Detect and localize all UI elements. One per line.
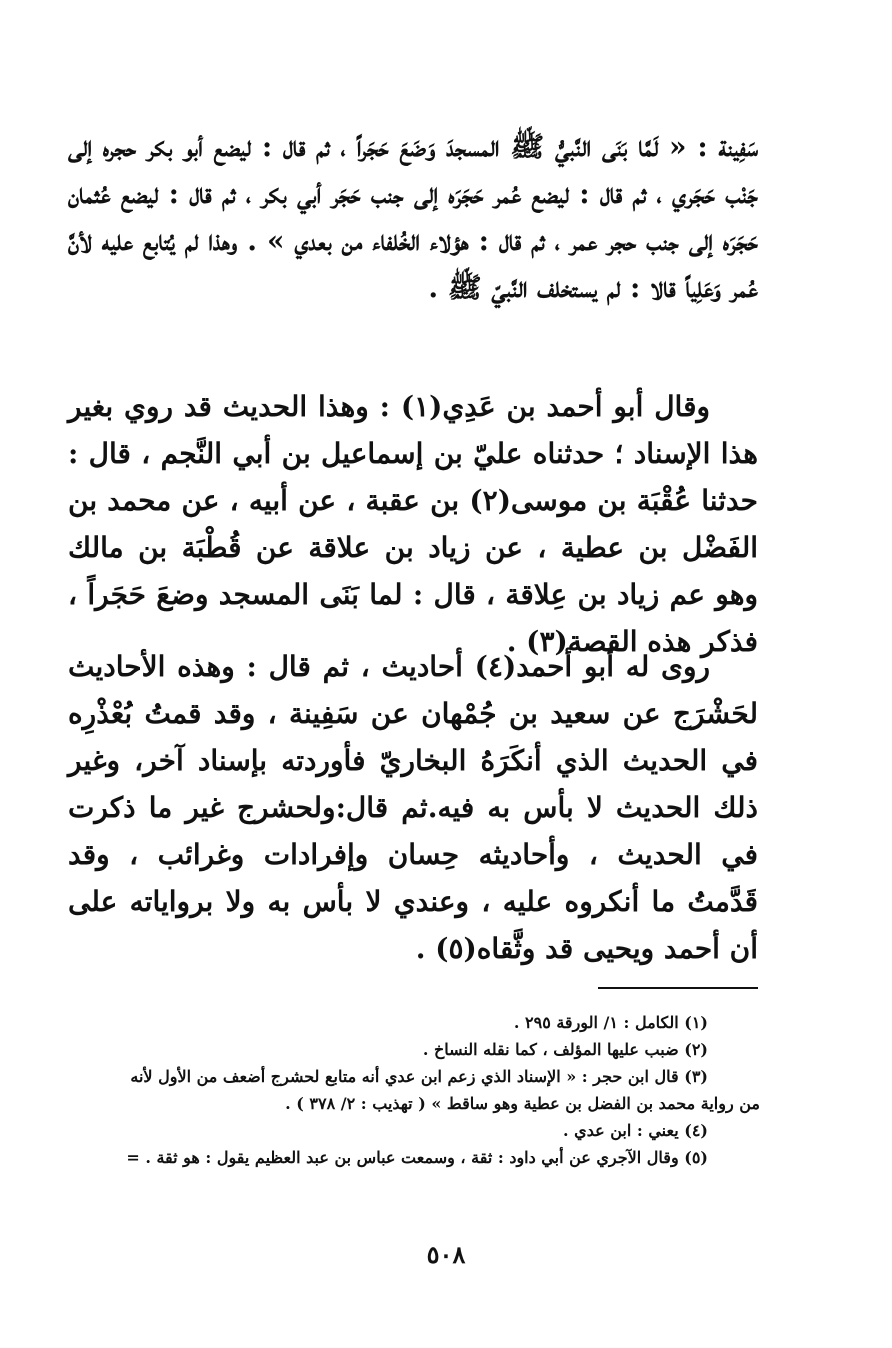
footnote-separator (598, 987, 758, 989)
footnote-5 (60, 1144, 760, 1171)
footnote-text: الكامل : ١/ الورقة ٢٩٥ . (513, 1013, 679, 1032)
footnote-1 (60, 1009, 760, 1036)
body-paragraph-3: روى له أبو أحمد(٤) أحاديث ، ثم قال : وهذه الأحاديث لحَشْرَج عن سعيد بن جُمْهان عن سَفِينة ، وقد قمتُ بُعْذْرِه في الحديث الذي أنكَرَهُ البخاريّ فأوردته بإسناد آخر، وغير ذلك الحديث لا بأس به فيه.ثم قال:ولحشرج غير ما ذكرت في الحديث ، وأحاديثه حِسان وإفرادات وغرائب ، وقد قَدَّمتُ ما أنكروه عليه ، وعندي لا بأس به ولا برواياته على أن أحمد ويحيى قد وثَّقاه(٥) . (68, 650, 758, 965)
footnote-continuation: من رواية محمد بن الفضل بن عطية وهو ساقط » ( تهذيب : ٢/ ٣٧٨ ) . (285, 1094, 760, 1113)
footnote-number: (٢) (684, 1040, 708, 1059)
footnote-2 (60, 1036, 760, 1063)
footnote-text: قال ابن حجر : « الإسناد الذي زعم ابن عدي أنه متابع لحشرج أضعف من الأول لأنه (130, 1067, 679, 1086)
footnote-4 (60, 1117, 760, 1144)
footnote-text: يعني : ابن عدي . (563, 1121, 679, 1140)
body-paragraph-1: سَفِينة : « لَمَّا بَنَى النَّبيُّ ﷺ المسجدَ وَضَعَ حَجَراً ، ثم قال : ليضع أبو بكر حجره إلى جَنْب حَجَري ، ثم قال : ليضع عُمر حَجَرَه إلى جنب حَجَر أبي بكر ، ثم قال : ليضع عُثمان حَجَرَه إلى جنب حجر عمر ، ثم قال : هؤلاء الخُلفاء من بعدي » . وهذا لم يُتابع عليه لأنَّ عُمر وَعَلِياً قالا : لم يستخلف النَّبيّ ﷺ . (68, 130, 758, 304)
footnote-3 (60, 1063, 760, 1117)
footnote-number: (١) (684, 1013, 708, 1032)
footnote-number: (٥) (684, 1148, 708, 1167)
footnote-number: (٣) (684, 1067, 708, 1086)
page-number: ٥٠٨ (426, 1240, 466, 1269)
footnotes (60, 1009, 760, 1171)
footnote-text: ضبب عليها المؤلف ، كما نقله النساخ . (422, 1040, 679, 1059)
footnote-text: وقال الآجري عن أبي داود : ثقة ، وسمعت عباس بن عبد العظيم يقول : هو ثقة . = (126, 1148, 679, 1167)
body-paragraph-2: وقال أبو أحمد بن عَدِي(١) : وهذا الحديث قد روي بغير هذا الإسناد ؛ حدثناه عليّ بن إسماعيل بن أبي النَّجم ، قال : حدثنا عُقْبَة بن موسى(٢) بن عقبة ، عن أبيه ، عن محمد بن الفَضْل بن عطية ، عن زياد بن علاقة عن قُطْبَة بن مالك وهو عم زياد بن عِلاقة ، قال : لما بَنَى المسجد وضعَ حَجَراً ، فذكر هذه القصة(٣) . (68, 390, 758, 658)
footnote-number: (٤) (684, 1121, 708, 1140)
